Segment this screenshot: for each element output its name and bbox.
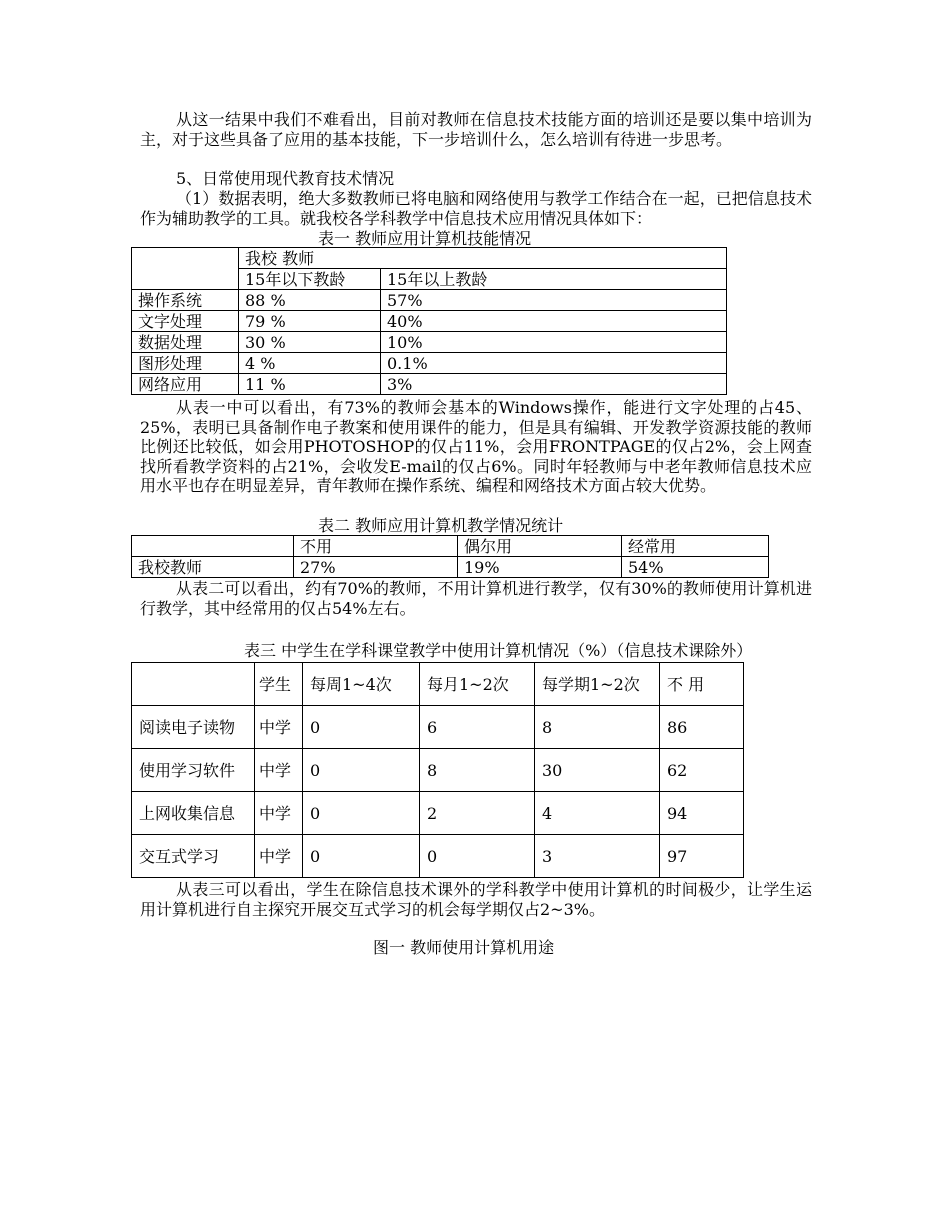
row-label: 使用学习软件 (132, 749, 255, 792)
table-row (132, 663, 744, 706)
table-cell-empty (132, 536, 294, 557)
table-cell: 97 (660, 835, 744, 878)
table-row (132, 290, 727, 311)
table-cell: 57% (381, 290, 727, 311)
table-cell: 8 (535, 706, 660, 749)
table-header-cell: 学生 (255, 663, 303, 706)
table-cell: 10% (381, 332, 727, 353)
table-cell: 2 (420, 792, 535, 835)
table-cell: 6 (420, 706, 535, 749)
table-cell: 54% (622, 557, 769, 578)
table-cell: 40% (381, 311, 727, 332)
table-cell: 30 (535, 749, 660, 792)
table-cell: 0 (303, 706, 420, 749)
table-cell: 中学 (255, 749, 303, 792)
table-cell: 0.1% (381, 353, 727, 374)
table-row (132, 557, 769, 578)
table-cell: 中学 (255, 792, 303, 835)
section-heading-5: 5、日常使用现代教育技术情况 (176, 169, 395, 188)
paragraph-table2-analysis: 从表二可以看出，约有70%的教师，不用计算机进行教学，仅有30%的教师使用计算机进行教学，其中经常用的仅占54%左右。 (140, 579, 812, 618)
table1-caption: 表一 教师应用计算机技能情况 (318, 229, 532, 248)
table-header-cell: 偶尔用 (458, 536, 622, 557)
table-cell: 11 % (239, 374, 381, 395)
row-label: 上网收集信息 (132, 792, 255, 835)
table-cell: 0 (420, 835, 535, 878)
table-cell: 19% (458, 557, 622, 578)
table-row (132, 353, 727, 374)
table-cell: 27% (294, 557, 458, 578)
table-header-cell: 15年以下教龄 (239, 269, 381, 290)
table-row (132, 835, 744, 878)
table-row (132, 749, 744, 792)
paragraph-table3-analysis: 从表三可以看出，学生在除信息技术课外的学科教学中使用计算机的时间极少，让学生运用计算机进行自主探究开展交互式学习的机会每学期仅占2~3%。 (140, 880, 812, 919)
table-cell: 3% (381, 374, 727, 395)
paragraph-table1-analysis: 从表一中可以看出，有73%的教师会基本的Windows操作，能进行文字处理的占45、25%，表明已具备制作电子教案和使用课件的能力，但是具有编辑、开发教学资源技能的教师比例还比较低，如会用PHOTOSHOP的仅占11%，会用FRONTPAGE的仅占2%，会上网查找所看教学资料的占21%，会收发E-mail的仅占6%。同时年轻教师与中老年教师信息技术应用水平也存在明显差异，青年教师在操作系统、编程和网络技术方面占较大优势。 (140, 398, 812, 495)
paragraph-training-conclusion: 从这一结果中我们不难看出，目前对教师在信息技术技能方面的培训还是要以集中培训为主，对于这些具备了应用的基本技能，下一步培训什么，怎么培训有待进一步思考。 (140, 110, 812, 149)
row-label: 网络应用 (132, 374, 239, 395)
table-cell: 94 (660, 792, 744, 835)
table-cell: 0 (303, 835, 420, 878)
table-row (132, 706, 744, 749)
row-label: 我校教师 (132, 557, 294, 578)
row-label: 图形处理 (132, 353, 239, 374)
table-row (132, 332, 727, 353)
student-usage-table (131, 662, 744, 878)
table-cell: 86 (660, 706, 744, 749)
table-cell: 79 % (239, 311, 381, 332)
table-row (132, 311, 727, 332)
table-header-cell: 每周1~4次 (303, 663, 420, 706)
table-cell: 30 % (239, 332, 381, 353)
table-cell: 0 (303, 792, 420, 835)
table-cell: 3 (535, 835, 660, 878)
table-header-cell: 每月1~2次 (420, 663, 535, 706)
row-label: 操作系统 (132, 290, 239, 311)
row-label: 文字处理 (132, 311, 239, 332)
table-header-cell: 经常用 (622, 536, 769, 557)
table-header-cell: 不用 (294, 536, 458, 557)
table-cell-empty (132, 663, 255, 706)
row-label: 数据处理 (132, 332, 239, 353)
table-cell: 中学 (255, 835, 303, 878)
table-row (132, 536, 769, 557)
table-group-header: 我校 教师 (239, 248, 727, 269)
table-header-cell: 不 用 (660, 663, 744, 706)
table-cell: 中学 (255, 706, 303, 749)
teacher-skills-table (131, 247, 727, 395)
table-row (132, 248, 727, 269)
table-cell: 8 (420, 749, 535, 792)
table-cell-empty (132, 248, 239, 290)
table-cell: 4 % (239, 353, 381, 374)
table-cell: 4 (535, 792, 660, 835)
table-cell: 88 % (239, 290, 381, 311)
teacher-teaching-usage-table (131, 535, 769, 578)
figure1-caption: 图一 教师使用计算机用途 (373, 938, 555, 957)
row-label: 交互式学习 (132, 835, 255, 878)
row-label: 阅读电子读物 (132, 706, 255, 749)
table-row (132, 374, 727, 395)
paragraph-data-shows: （1）数据表明，绝大多数教师已将电脑和网络使用与教学工作结合在一起，已把信息技术作为辅助教学的工具。就我校各学科教学中信息技术应用情况具体如下： (140, 189, 812, 228)
table-header-cell: 每学期1~2次 (535, 663, 660, 706)
table3-caption: 表三 中学生在学科课堂教学中使用计算机情况（%）（信息技术课除外） (244, 641, 753, 660)
table-row (132, 792, 744, 835)
table-header-cell: 15年以上教龄 (381, 269, 727, 290)
table2-caption: 表二 教师应用计算机教学情况统计 (318, 516, 564, 535)
table-cell: 62 (660, 749, 744, 792)
table-cell: 0 (303, 749, 420, 792)
